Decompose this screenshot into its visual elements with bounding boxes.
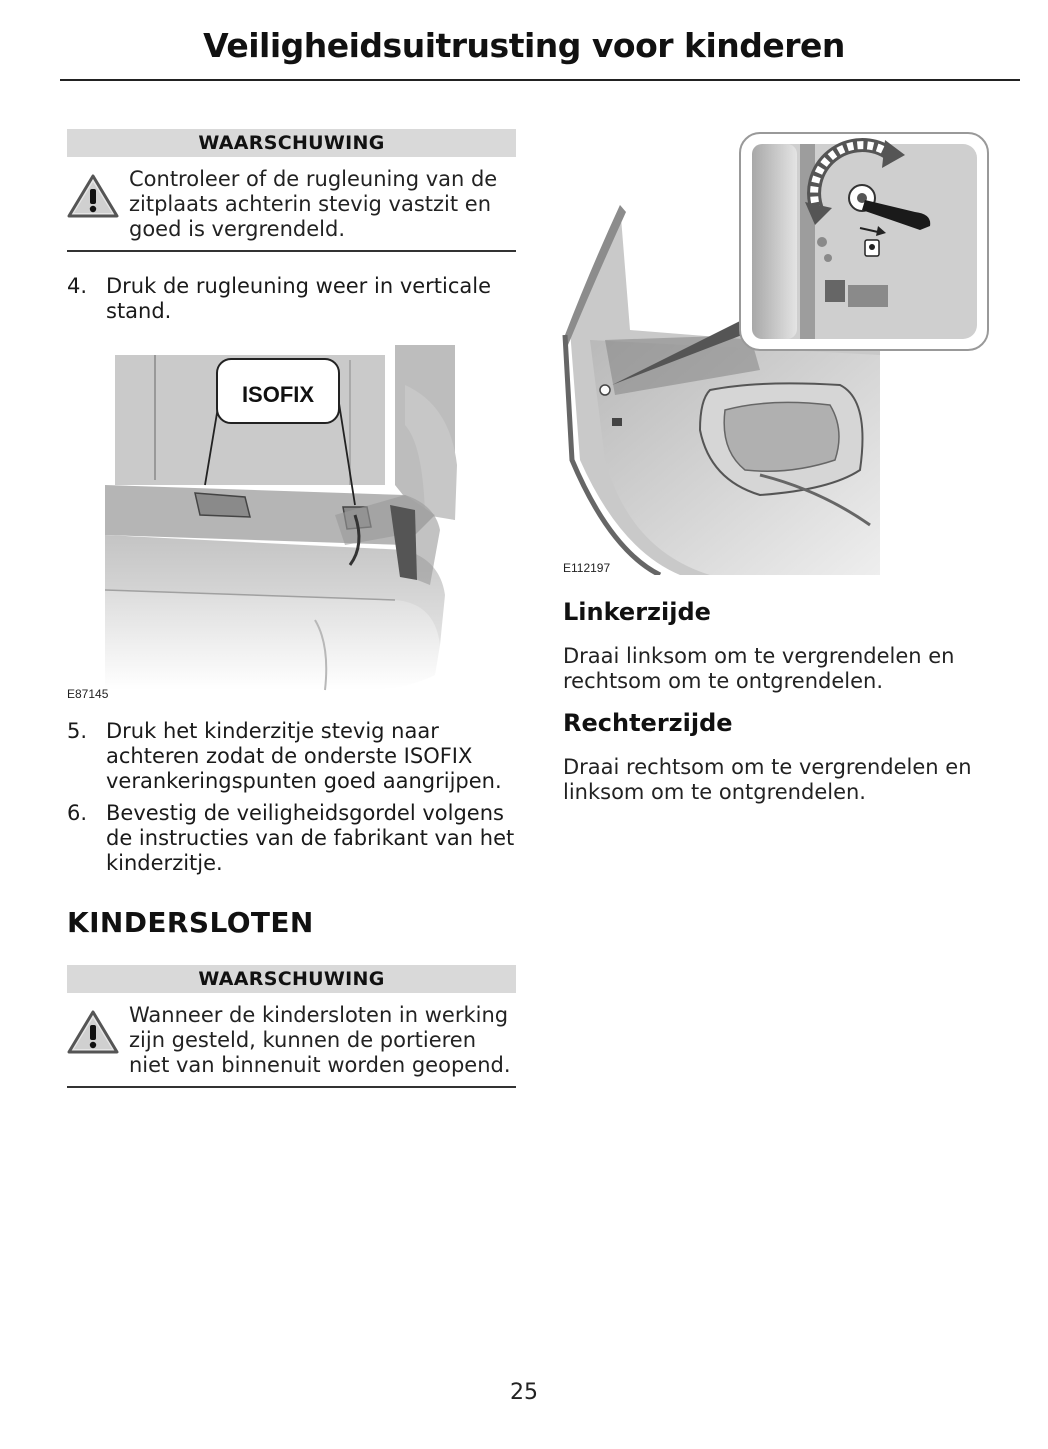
page-title: Veiligheidsuitrusting voor kinderen [203, 26, 845, 65]
page-number: 25 [510, 1380, 538, 1405]
figure-code: E87145 [67, 687, 109, 701]
warning-content [67, 993, 516, 1088]
warning-label: WAARSCHUWING [67, 965, 516, 993]
step-text: Bevestig de veiligheidsgordel volgens de instructies van de fabrikant van het kinderzitje. [106, 801, 515, 875]
right-side-text: Draai rechtsom om te vergrendelen en linksom om te ontgrendelen. [563, 755, 972, 804]
figure-code: E112197 [563, 561, 611, 575]
list-item [67, 274, 527, 324]
isofix-callout-label: ISOFIX [241, 382, 315, 407]
left-side-heading: Linkerzijde [563, 598, 711, 626]
left-side-text: Draai linksom om te vergrendelen en rechtsom om te ontgrendelen. [563, 644, 955, 693]
warning-box [67, 965, 516, 1088]
warning-triangle-icon [67, 1009, 119, 1055]
step-text: Druk de rugleuning weer in verticale stand. [106, 274, 492, 323]
isofix-seat-illustration [105, 345, 465, 695]
section-heading: KINDERSLOTEN [67, 906, 314, 939]
warning-text: Wanneer de kindersloten in werking zijn gesteld, kunnen de portieren niet van binnenuit worden geopend. [129, 1003, 511, 1077]
warning-content [67, 157, 516, 252]
list-item [67, 801, 527, 876]
child-lock-illustration [560, 130, 992, 575]
step-number: 6. [67, 801, 88, 825]
warning-label: WAARSCHUWING [67, 129, 516, 157]
warning-triangle-icon [67, 173, 119, 219]
list-item [67, 719, 527, 794]
step-text: Druk het kinderzitje stevig naar achteren zodat de onderste ISOFIX verankeringspunten goed aangrijpen. [106, 719, 502, 793]
warning-box [67, 129, 516, 252]
step-number: 4. [67, 274, 88, 298]
warning-text: Controleer of de rugleuning van de zitplaats achterin stevig vastzit en goed is vergrendeld. [129, 167, 498, 241]
title-divider [60, 79, 1020, 81]
step-number: 5. [67, 719, 88, 743]
right-side-heading: Rechterzijde [563, 709, 733, 737]
